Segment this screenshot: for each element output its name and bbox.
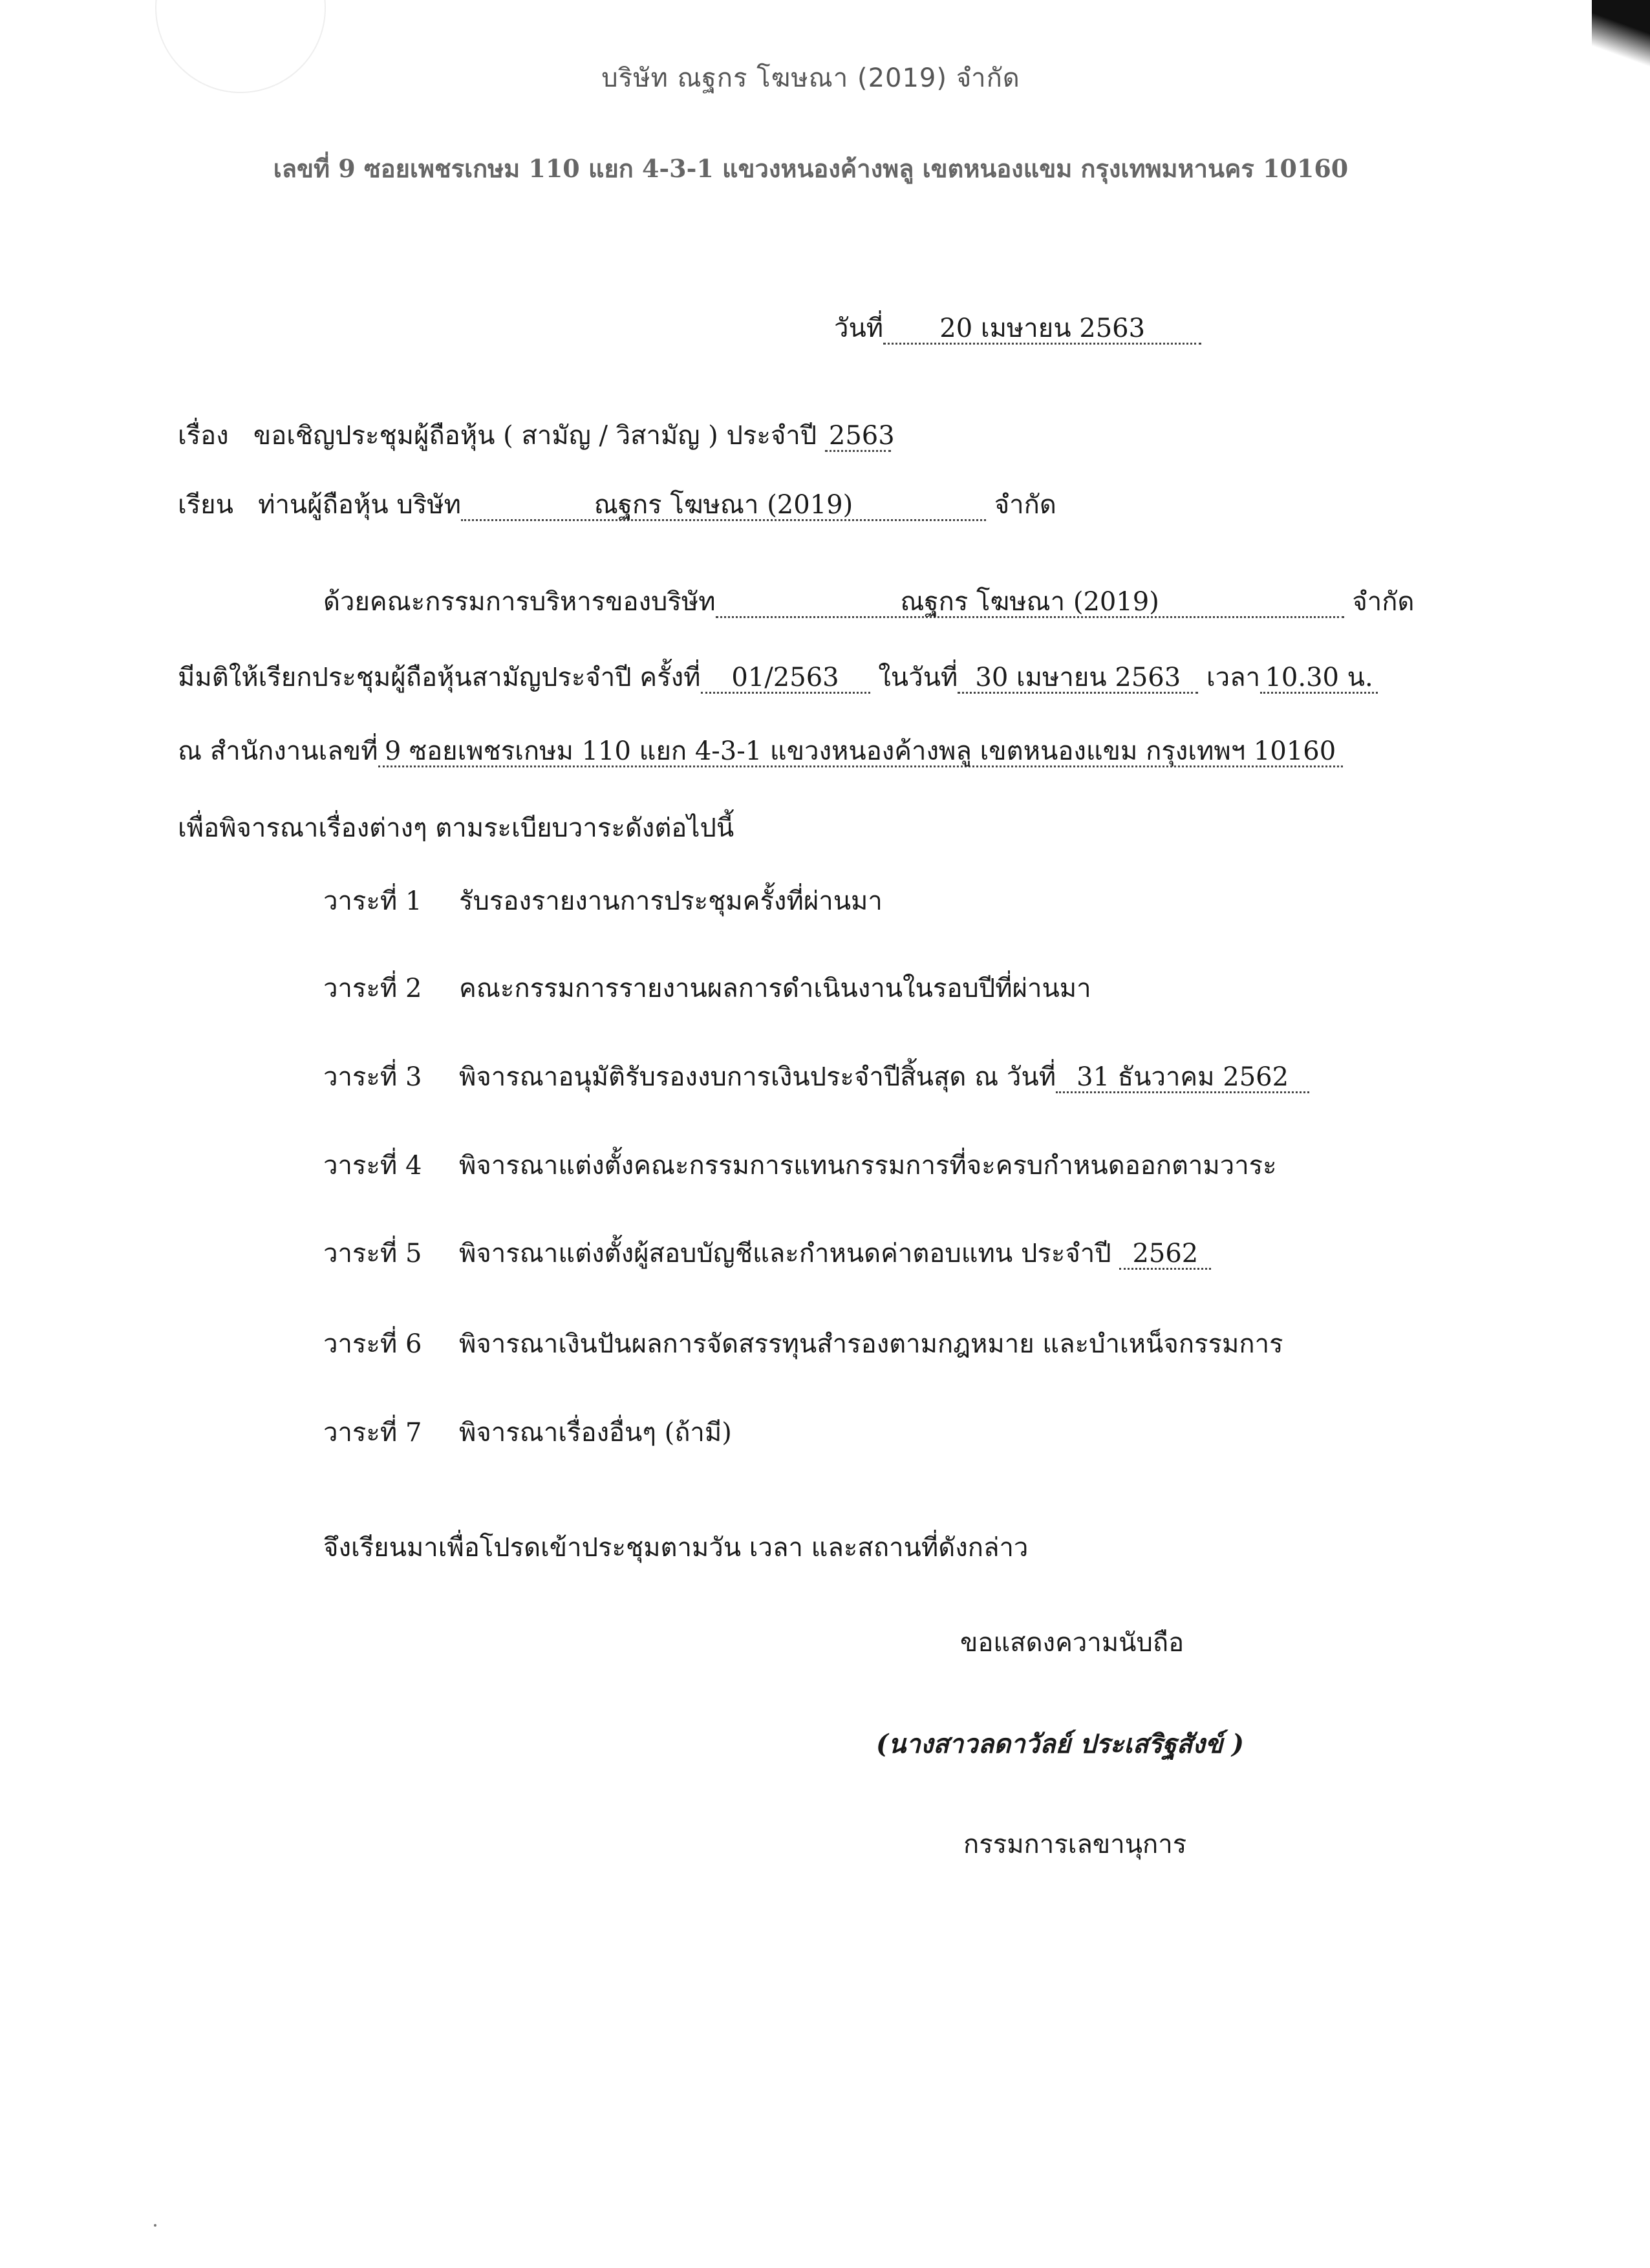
closing-sentence: จึงเรียนมาเพื่อโปรดเข้าประชุมตามวัน เวลา และสถานที่ดังกล่าว (323, 1533, 1029, 1563)
date-label: วันที่ (834, 314, 884, 343)
agenda-text: พิจารณาเงินปันผลการจัดสรรทุนสำรองตามกฎหมาย และบำเหน็จกรรมการ (459, 1329, 1283, 1359)
body-line-4: เพื่อพิจารณาเรื่องต่างๆ ตามระเบียบวาระดังต่อไปนี้ (178, 813, 734, 843)
agenda-number: วาระที่ 5 (323, 1239, 422, 1268)
agenda-number: วาระที่ 2 (323, 974, 422, 1003)
subject-label: เรื่อง (178, 421, 229, 451)
recipient-label: เรียน (178, 490, 233, 520)
date-value: 20 เมษายน 2563 (883, 314, 1201, 345)
meeting-number: 01/2563 (701, 663, 870, 694)
recipient-suffix: จำกัด (994, 490, 1056, 520)
signatory-position: กรรมการเลขานุการ (963, 1830, 1187, 1859)
agenda-item (323, 1149, 1277, 1182)
company-name: บริษัท ณฐกร โฆษณา (2019) จำกัด (601, 63, 1020, 93)
recipient-line (178, 488, 1056, 522)
agenda-item (323, 1237, 1211, 1270)
regards: ขอแสดงความนับถือ (960, 1628, 1184, 1658)
meeting-date-label: ในวันที่ (878, 663, 958, 692)
body-line1-prefix: ด้วยคณะกรรมการบริหารของบริษัท (323, 587, 716, 617)
agenda-text: คณะกรรมการรายงานผลการดำเนินงานในรอบปีที่ผ่านมา (459, 974, 1091, 1003)
subject-line (178, 419, 895, 453)
agenda-item (323, 1327, 1283, 1361)
recipient-company: ณฐกร โฆษณา (2019) (461, 491, 986, 521)
agenda-number: วาระที่ 6 (323, 1329, 422, 1359)
date-line (834, 312, 1201, 345)
body-line-3 (178, 734, 1343, 768)
recipient-text: ท่านผู้ถือหุ้น บริษัท (258, 490, 461, 520)
body-line2-prefix: มีมติให้เรียกประชุมผู้ถือหุ้นสามัญประจำปี ครั้งที่ (178, 663, 701, 692)
agenda-item (323, 972, 1091, 1005)
agenda-item (323, 884, 883, 918)
agenda-text: พิจารณาอนุมัติรับรองงบการเงินประจำปีสิ้นสุด ณ วันที่ (459, 1062, 1056, 1092)
agenda-fill: 31 ธันวาคม 2562 (1056, 1063, 1309, 1093)
meeting-date: 30 เมษายน 2563 (958, 663, 1198, 694)
body-line3-prefix: ณ สำนักงานเลขที่ (178, 736, 378, 766)
meeting-time: 10.30 น. (1260, 663, 1378, 694)
meeting-time-label: เวลา (1206, 663, 1261, 692)
signatory-name: (นางสาวลดาวัลย์ ประเสริฐสังข์ ) (876, 1729, 1245, 1759)
body-line-2 (178, 661, 1378, 694)
scan-speck (154, 2224, 156, 2227)
agenda-number: วาระที่ 4 (323, 1151, 422, 1181)
meeting-place: 9 ซอยเพชรเกษม 110 แยก 4-3-1 แขวงหนองค้างพลู เขตหนองแขม กรุงเทพฯ 10160 (378, 737, 1343, 767)
body-line1-suffix: จำกัด (1352, 587, 1415, 617)
agenda-fill: 2562 (1119, 1239, 1211, 1270)
subject-year: 2563 (825, 422, 891, 452)
body-company: ณฐกร โฆษณา (2019) (716, 588, 1344, 618)
agenda-text: พิจารณาแต่งตั้งคณะกรรมการแทนกรรมการที่จะครบกำหนดออกตามวาระ (459, 1151, 1277, 1181)
agenda-text: รับรองรายงานการประชุมครั้งที่ผ่านมา (459, 886, 883, 916)
body-line-1 (323, 585, 1414, 619)
agenda-number: วาระที่ 1 (323, 886, 422, 916)
agenda-item (323, 1416, 732, 1450)
company-address: เลขที่ 9 ซอยเพชรเกษม 110 แยก 4-3-1 แขวงหนองค้างพลู เขตหนองแขม กรุงเทพมหานคร 10160 (273, 154, 1349, 183)
agenda-text: พิจารณาแต่งตั้งผู้สอบบัญชีและกำหนดค่าตอบแทน ประจำปี (459, 1239, 1111, 1268)
agenda-number: วาระที่ 3 (323, 1062, 422, 1092)
agenda-number: วาระที่ 7 (323, 1418, 422, 1448)
agenda-text: พิจารณาเรื่องอื่นๆ (ถ้ามี) (459, 1418, 732, 1448)
agenda-item (323, 1060, 1309, 1094)
subject-text: ขอเชิญประชุมผู้ถือหุ้น ( สามัญ / วิสามัญ ) ประจำปี (253, 421, 817, 451)
